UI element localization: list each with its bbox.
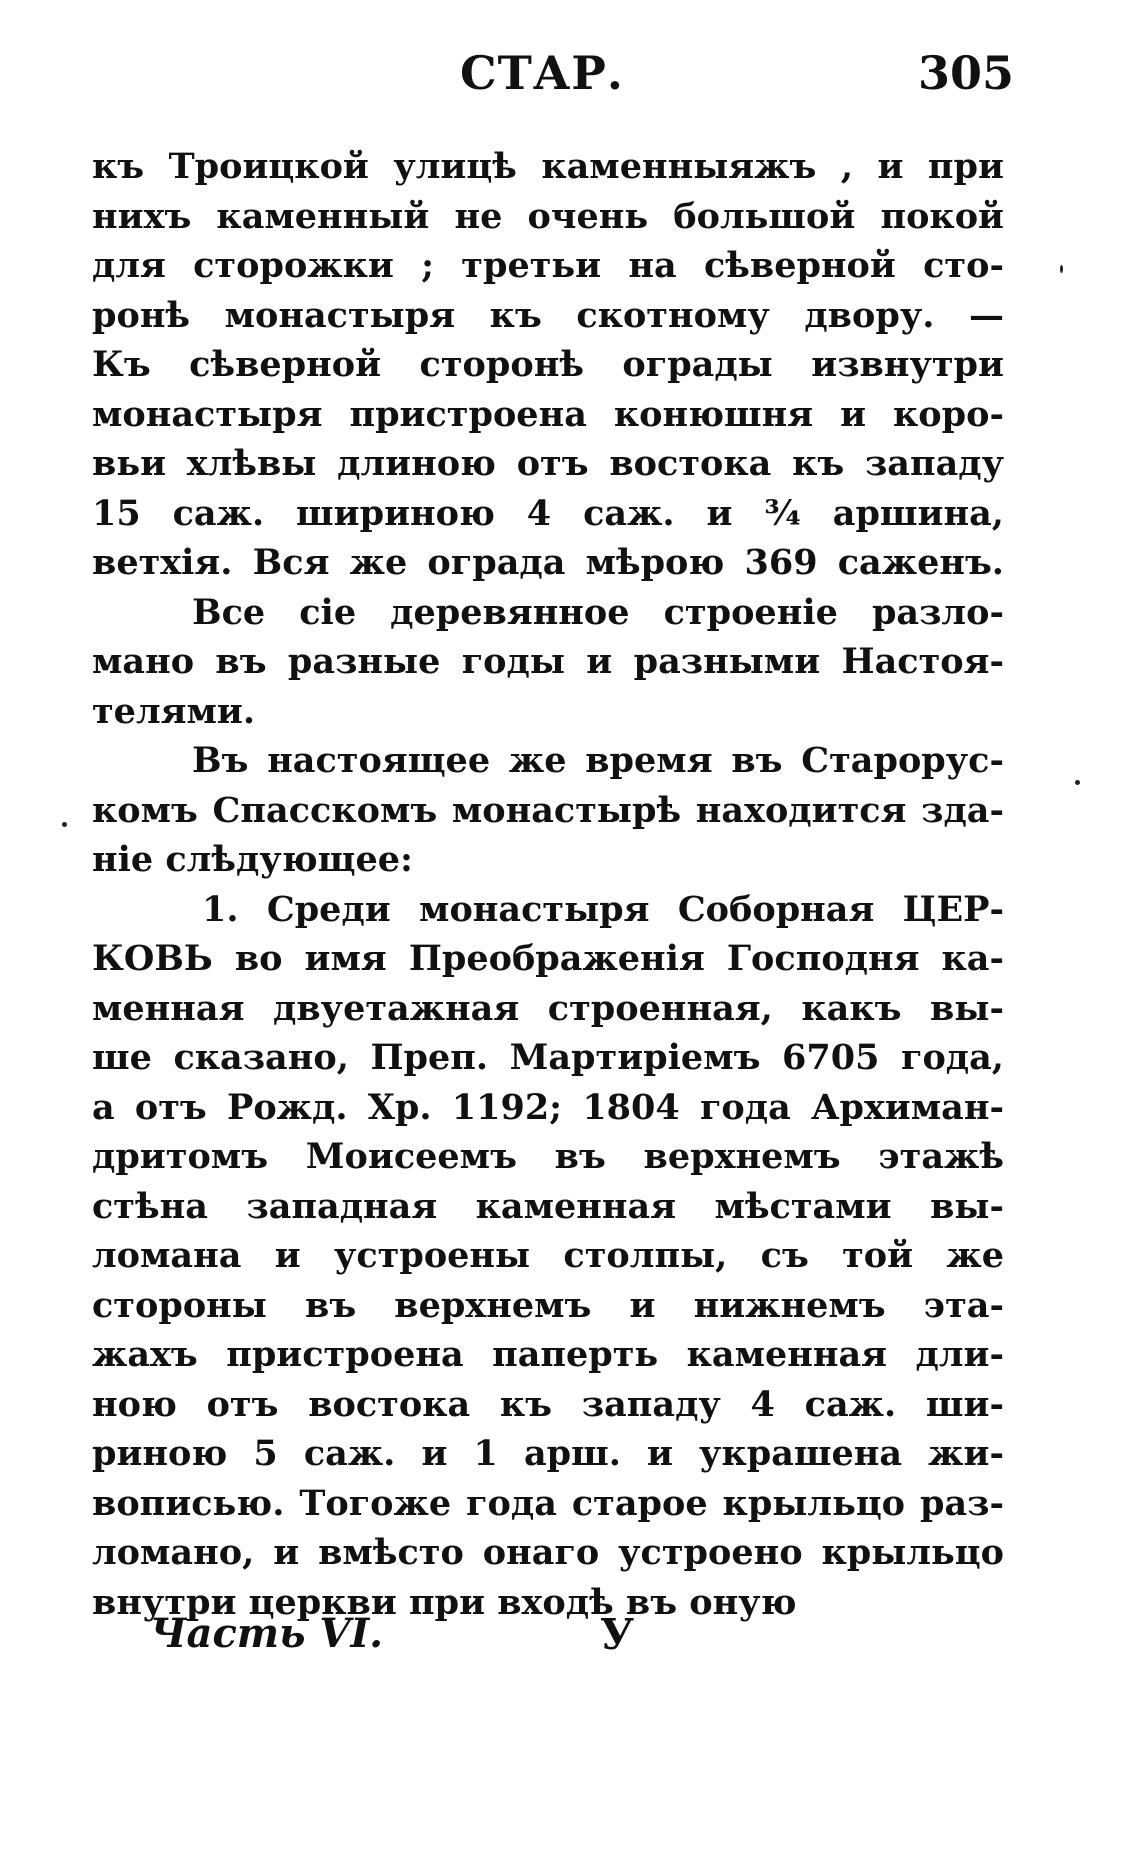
signature-mark: Часть VI. — [150, 1610, 384, 1657]
text-line: телями. — [92, 690, 256, 732]
text-line: дритомъ Моисеемъ въ верхнемъ этажѣ — [92, 1136, 1004, 1177]
body-text — [92, 142, 1004, 1627]
running-head: СТАР. — [460, 46, 624, 100]
gathering-letter: У — [600, 1610, 635, 1659]
text-line: къ Троицкой улицѣ каменныяжъ , и при — [92, 146, 1004, 187]
print-speck — [62, 822, 67, 827]
text-line: ше сказано, Преп. Мартиріемъ 6705 года, — [92, 1037, 1004, 1078]
text-line: а отъ Рожд. Хр. 1192; 1804 года Архиман- — [92, 1086, 1004, 1128]
text-line: 1. Среди монастыря Соборная ЦЕР- — [202, 888, 1004, 930]
page-number: 305 — [918, 46, 1015, 100]
text-line: ломана и устроены столпы, съ той же — [92, 1235, 1004, 1276]
text-line: Къ сѣверной сторонѣ ограды извнутри — [92, 344, 1004, 385]
print-speck — [1075, 780, 1080, 785]
print-speck — [1060, 265, 1063, 273]
text-line: внутри церкви при входѣ въ оную — [92, 1581, 797, 1623]
text-line: Въ настоящее же время въ Старорус- — [192, 740, 1004, 781]
text-line: жахъ пристроена паперть каменная дли- — [92, 1334, 1004, 1375]
text-line: вописью. Тогоже года старое крыльцо раз- — [92, 1482, 1004, 1524]
text-line: нихъ каменный не очень большой покой — [92, 195, 1004, 237]
text-line: 15 саж. шириною 4 саж. и ¾ аршина, — [92, 492, 1004, 534]
text-line: ронѣ монастыря къ скотному двору. — — [92, 294, 1004, 336]
text-line: ветхія. Вся же ограда мѣрою 369 саженъ. — [92, 542, 1004, 583]
text-line: для сторожки ; третьи на сѣверной сто- — [92, 245, 1004, 286]
text-line: комъ Спасскомъ монастырѣ находится зда- — [92, 789, 1004, 831]
text-line: Все сіе деревянное строеніе разло- — [192, 591, 1004, 633]
text-line: риною 5 саж. и 1 арш. и украшена жи- — [92, 1433, 1004, 1474]
page-footer — [150, 1610, 750, 1670]
text-line: стороны въ верхнемъ и нижнемъ эта- — [92, 1284, 1004, 1326]
text-line: стѣна западная каменная мѣстами вы- — [92, 1185, 1004, 1227]
text-line: ніе слѣдующее: — [92, 839, 413, 880]
text-line: монастыря пристроена конюшня и коро- — [92, 393, 1004, 435]
text-line: мано въ разные годы и разными Настоя- — [92, 641, 1004, 682]
text-line: менная двуетажная строенная, какъ вы- — [92, 987, 1004, 1029]
text-line: ломано, и вмѣсто онаго устроено крыльцо — [92, 1532, 1004, 1573]
text-line: КОВЬ во имя Преображенія Господня ка- — [92, 938, 1004, 979]
page-header — [0, 40, 1140, 110]
text-line: ною отъ востока къ западу 4 саж. ши- — [92, 1383, 1004, 1425]
text-line: вьи хлѣвы длиною отъ востока къ западу — [92, 443, 1004, 484]
